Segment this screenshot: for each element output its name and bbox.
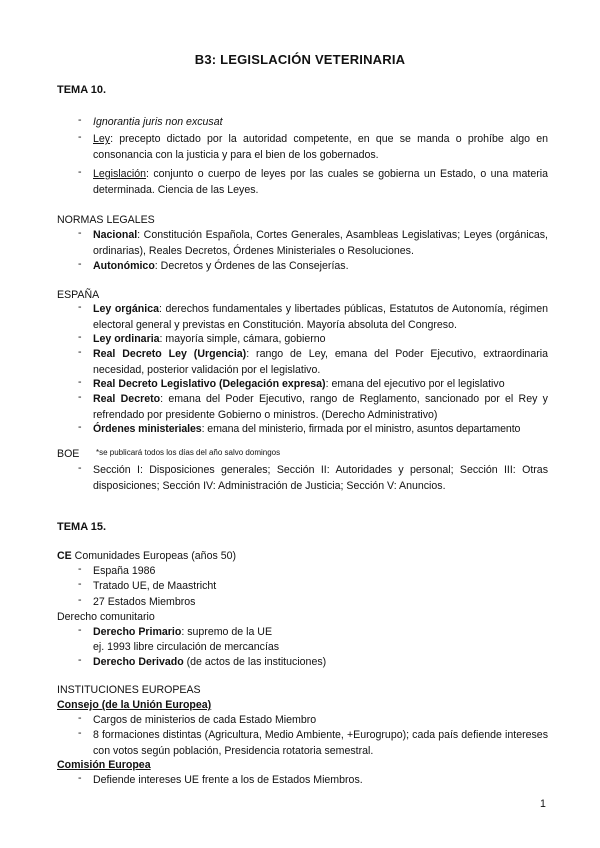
real-decreto-legislativo: Real Decreto Legislativo (Delegación expresa): emana del ejecutivo por el legislativo <box>93 378 505 390</box>
bullet-dash: - <box>78 578 82 590</box>
ordenes-ministeriales: Órdenes ministeriales: emana del ministerio, firmada por el ministro, asuntos departamento <box>93 423 521 435</box>
espana-heading: ESPAÑA <box>57 289 100 301</box>
bullet-dash: - <box>78 227 82 239</box>
derecho-example: ej. 1993 libre circulación de mercancías <box>93 641 280 653</box>
bullet-dash: - <box>78 712 82 724</box>
ce-item-espana: España 1986 <box>93 565 156 577</box>
normas-nacional: Nacional: Constitución Española, Cortes Generales, Asambleas Legislativas; Leyes (orgánicas, ordinarias), Reales Decretos, Órdenes Ministeriales o Resoluciones. <box>93 229 548 257</box>
bullet-dash: - <box>78 331 82 343</box>
boe-note: *se publicará todos los días del año salvo domingos <box>96 448 281 457</box>
normas-heading: NORMAS LEGALES <box>57 214 155 226</box>
instituciones-heading: INSTITUCIONES EUROPEAS <box>57 684 201 696</box>
page-title: B3: LEGISLACIÓN VETERINARIA <box>194 52 406 67</box>
latin-maxim: Ignorantia juris non excusat <box>93 116 223 128</box>
bullet-dash: - <box>78 166 82 178</box>
ley-definition: Ley: precepto dictado por la autoridad competente, en que se manda o prohíbe algo en consonancia con la justicia y para el bien de los gobernados. <box>93 133 548 161</box>
derecho-derivado: Derecho Derivado (de actos de las instituciones) <box>93 656 327 668</box>
bullet-dash: - <box>78 301 82 313</box>
bullet-dash: - <box>78 727 82 739</box>
consejo-item-cargos: Cargos de ministerios de cada Estado Miembro <box>93 714 317 726</box>
bullet-dash: - <box>78 346 82 358</box>
ce-item-estados: 27 Estados Miembros <box>93 596 196 608</box>
boe-secciones: Sección I: Disposiciones generales; Sección II: Autoridades y personal; Sección III: Otras disposiciones; Sección IV: Administración de Justicia; Sección V: Anuncios. <box>93 464 548 492</box>
bullet-dash: - <box>78 421 82 433</box>
comision-item-intereses: Defiende intereses UE frente a los de Estados Miembros. <box>93 774 363 786</box>
tema15-heading: TEMA 15. <box>57 521 107 533</box>
bullet-dash: - <box>78 563 82 575</box>
bullet-dash: - <box>78 624 82 636</box>
derecho-primario: Derecho Primario: supremo de la UE <box>93 626 273 638</box>
bullet-dash: - <box>78 376 82 388</box>
ce-line: CE Comunidades Europeas (años 50) <box>57 550 237 562</box>
page-number: 1 <box>540 798 546 810</box>
bullet-dash: - <box>78 131 82 143</box>
real-decreto-ley: Real Decreto Ley (Urgencia): rango de Ley, emana del Poder Ejecutivo, extraordinaria necesidad, posterior validación por el legislativo. <box>93 348 548 376</box>
bullet-dash: - <box>78 391 82 403</box>
bullet-dash: - <box>78 462 82 474</box>
boe-heading: BOE <box>57 448 80 460</box>
comision-heading: Comisión Europea <box>57 759 151 771</box>
bullet-dash: - <box>78 114 82 126</box>
legislacion-definition: Legislación: conjunto o cuerpo de leyes por las cuales se gobierna un Estado, o una materia determinada. Ciencia de las Leyes. <box>93 168 548 196</box>
ley-ordinaria: Ley ordinaria: mayoría simple, cámara, gobierno <box>93 333 326 345</box>
tema10-heading: TEMA 10. <box>57 84 107 96</box>
bullet-dash: - <box>78 772 82 784</box>
bullet-dash: - <box>78 258 82 270</box>
normas-autonomico: Autonómico: Decretos y Órdenes de las Consejerías. <box>93 260 349 272</box>
consejo-item-formaciones: 8 formaciones distintas (Agricultura, Medio Ambiente, +Eurogrupo); cada país defiende intereses con votos según población, Presidencia rotatoria semestral. <box>93 729 548 757</box>
ce-item-tratado: Tratado UE, de Maastricht <box>93 580 217 592</box>
real-decreto: Real Decreto: emana del Poder Ejecutivo, rango de Reglamento, sancionado por el Rey y refrendado por presidente Gobierno o ministros. (Derecho Administrativo) <box>93 393 548 421</box>
bullet-dash: - <box>78 594 82 606</box>
ley-organica: Ley orgánica: derechos fundamentales y libertades públicas, Estatutos de Autonomía, régimen electoral general y previstas en Constitución. Mayoría absoluta del Congreso. <box>93 303 548 331</box>
derecho-heading: Derecho comunitario <box>57 611 155 623</box>
bullet-dash: - <box>78 654 82 666</box>
consejo-heading: Consejo (de la Unión Europea) <box>57 699 212 711</box>
